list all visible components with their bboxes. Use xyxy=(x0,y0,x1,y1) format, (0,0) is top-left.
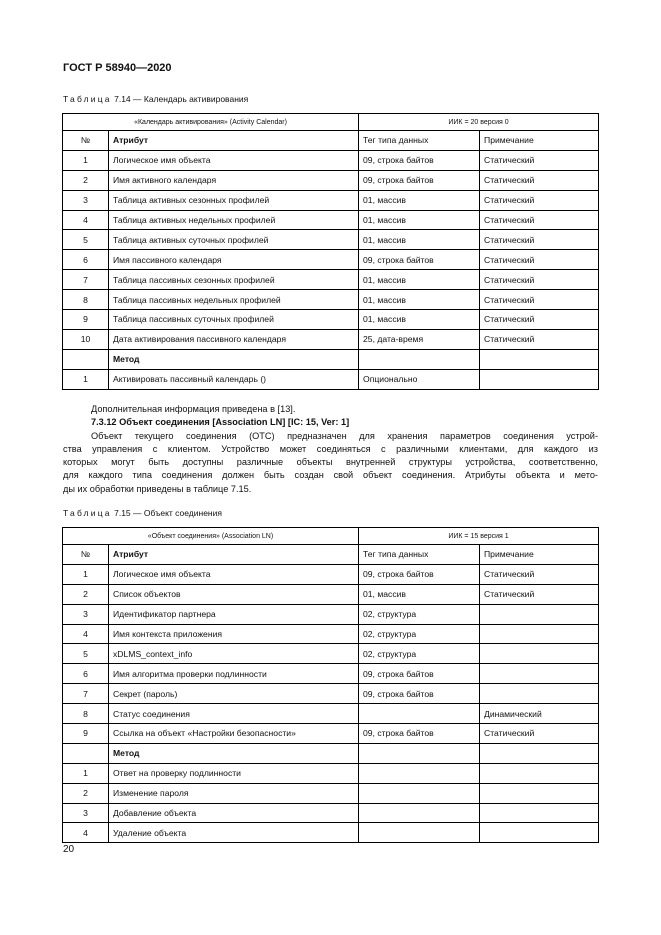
table1-caption-label: Таблица xyxy=(63,94,112,104)
table-cell: 01, массив xyxy=(359,270,480,290)
table-cell: Активировать пассивный календарь () xyxy=(109,369,359,389)
table1-caption-text: 7.14 — Календарь активирования xyxy=(114,94,249,104)
table-cell: 6 xyxy=(63,664,109,684)
table-cell: Статический xyxy=(480,329,599,349)
extra-info: Дополнительная информация приведена в [13]. xyxy=(91,404,296,414)
table-cell: Имя активного календаря xyxy=(109,170,359,190)
table-cell: Статический xyxy=(480,150,599,170)
table-cell: Удаление объекта xyxy=(109,823,359,843)
column-header-attribute: Атрибут xyxy=(109,131,359,151)
page-number: 20 xyxy=(63,844,75,855)
table-row xyxy=(63,684,599,704)
table-cell: Изменение пароля xyxy=(109,783,359,803)
class-version-cell: ИИК = 15 версия 1 xyxy=(359,528,599,545)
table-cell xyxy=(480,783,599,803)
table-cell: 10 xyxy=(63,329,109,349)
table-cell: Статический xyxy=(480,250,599,270)
column-header-note: Примечание xyxy=(480,545,599,565)
table-cell xyxy=(359,743,480,763)
column-header-type: Тег типа данных xyxy=(359,545,480,565)
method-header: Метод xyxy=(109,349,359,369)
table-cell: 2 xyxy=(63,783,109,803)
column-header-type: Тег типа данных xyxy=(359,131,480,151)
table-cell: Статический xyxy=(480,724,599,744)
table-cell: Опционально xyxy=(359,369,480,389)
method-row xyxy=(63,369,599,389)
table-cell: 01, массив xyxy=(359,230,480,250)
column-header-row xyxy=(63,545,599,565)
table-row xyxy=(63,190,599,210)
method-row xyxy=(63,763,599,783)
table-cell: 09, строка байтов xyxy=(359,564,480,584)
class-title-row xyxy=(63,114,599,131)
paragraph-line: ды их обработки приведены в таблице 7.15. xyxy=(63,483,252,494)
table-cell: Статический xyxy=(480,190,599,210)
table-cell: 4 xyxy=(63,823,109,843)
table-row xyxy=(63,150,599,170)
table-cell xyxy=(480,684,599,704)
column-header-note: Примечание xyxy=(480,131,599,151)
table-cell: Ответ на проверку подлинности xyxy=(109,763,359,783)
method-row xyxy=(63,783,599,803)
table-cell: 01, массив xyxy=(359,584,480,604)
table-cell: Статический xyxy=(480,564,599,584)
table-cell: 9 xyxy=(63,310,109,330)
table-cell: 02, структура xyxy=(359,624,480,644)
table-cell: Дата активирования пассивного календаря xyxy=(109,329,359,349)
table-cell: Статический xyxy=(480,230,599,250)
table-cell xyxy=(480,743,599,763)
table-cell xyxy=(359,704,480,724)
table-cell: Таблица активных недельных профилей xyxy=(109,210,359,230)
table-cell: 01, массив xyxy=(359,190,480,210)
table-row xyxy=(63,604,599,624)
table-cell: Логическое имя объекта xyxy=(109,150,359,170)
table-row xyxy=(63,329,599,349)
table-cell: Имя алгоритма проверки подлинности xyxy=(109,664,359,684)
method-header: Метод xyxy=(109,743,359,763)
section-heading: 7.3.12 Объект соединения [Association LN] [IC: 15, Ver: 1] xyxy=(91,417,350,428)
table-cell: Статический xyxy=(480,290,599,310)
table-cell xyxy=(63,743,109,763)
table-cell xyxy=(359,803,480,823)
table1-caption xyxy=(63,94,248,104)
table-cell: Статический xyxy=(480,170,599,190)
table-cell: 4 xyxy=(63,624,109,644)
column-header-row xyxy=(63,131,599,151)
table-cell: Таблица пассивных недельных профилей xyxy=(109,290,359,310)
table-cell: 8 xyxy=(63,704,109,724)
method-row xyxy=(63,823,599,843)
method-row xyxy=(63,803,599,823)
table-row xyxy=(63,270,599,290)
table2-caption-text: 7.15 — Объект соединения xyxy=(114,508,222,518)
table-row xyxy=(63,664,599,684)
table-cell: 09, строка байтов xyxy=(359,684,480,704)
table-cell: 02, структура xyxy=(359,604,480,624)
table-row xyxy=(63,250,599,270)
table-cell: Таблица активных суточных профилей xyxy=(109,230,359,250)
table2-body xyxy=(63,528,599,843)
table-cell: 3 xyxy=(63,190,109,210)
class-title-row xyxy=(63,528,599,545)
table-cell: Добавление объекта xyxy=(109,803,359,823)
table-cell: 1 xyxy=(63,150,109,170)
table-cell xyxy=(359,349,480,369)
table-cell: Статический xyxy=(480,270,599,290)
table-cell: 9 xyxy=(63,724,109,744)
document-header: ГОСТ Р 58940—2020 xyxy=(63,62,172,74)
table-cell xyxy=(480,369,599,389)
table-cell: 01, массив xyxy=(359,210,480,230)
table2-caption xyxy=(63,508,222,518)
method-header-row xyxy=(63,743,599,763)
table-cell: Список объектов xyxy=(109,584,359,604)
table-cell: 6 xyxy=(63,250,109,270)
table-cell xyxy=(480,664,599,684)
table-cell xyxy=(359,763,480,783)
paragraph-line: Объект текущего соединения (ОТС) предназначен для хранения параметров соединения устрой- xyxy=(91,430,598,441)
table-cell: 09, строка байтов xyxy=(359,664,480,684)
paragraph-line: ства управления с клиентом. Устройство может соединяться с различными клиентами, для каждого из xyxy=(63,443,598,454)
table-cell: 02, структура xyxy=(359,644,480,664)
table-cell: 09, строка байтов xyxy=(359,150,480,170)
table-cell: Динамический xyxy=(480,704,599,724)
table-cell: 09, строка байтов xyxy=(359,724,480,744)
table-cell xyxy=(480,604,599,624)
table-cell xyxy=(480,803,599,823)
table-cell: 2 xyxy=(63,170,109,190)
table-cell: Идентификатор партнера xyxy=(109,604,359,624)
table2-caption-label: Таблица xyxy=(63,508,112,518)
table-cell: 4 xyxy=(63,210,109,230)
paragraph-line: для каждого типа соединения должен быть создан свой объект соединения. Атрибуты объекта и мето- xyxy=(63,470,598,481)
class-version-cell: ИИК = 20 версия 0 xyxy=(359,114,599,131)
table-cell: Статус соединения xyxy=(109,704,359,724)
table-cell xyxy=(480,644,599,664)
table-cell: Статический xyxy=(480,210,599,230)
table-cell xyxy=(359,823,480,843)
column-header-number: № xyxy=(63,545,109,565)
table1-body xyxy=(63,114,599,390)
table-cell: 5 xyxy=(63,644,109,664)
table-cell xyxy=(63,349,109,369)
table-cell: 1 xyxy=(63,763,109,783)
table-cell: Секрет (пароль) xyxy=(109,684,359,704)
table-cell: 1 xyxy=(63,369,109,389)
table-cell: Таблица пассивных сезонных профилей xyxy=(109,270,359,290)
table-cell: 5 xyxy=(63,230,109,250)
table-cell: 3 xyxy=(63,604,109,624)
table-cell xyxy=(480,624,599,644)
table-cell: Статический xyxy=(480,584,599,604)
class-name-cell: «Объект соединения» (Association LN) xyxy=(63,528,359,545)
table-cell: Статический xyxy=(480,310,599,330)
table-cell: 01, массив xyxy=(359,290,480,310)
table-cell: Логическое имя объекта xyxy=(109,564,359,584)
table-cell: 3 xyxy=(63,803,109,823)
column-header-number: № xyxy=(63,131,109,151)
table-row xyxy=(63,564,599,584)
table-cell: Таблица пассивных суточных профилей xyxy=(109,310,359,330)
body-paragraph xyxy=(63,430,598,496)
table-row xyxy=(63,210,599,230)
table-cell: 7 xyxy=(63,270,109,290)
table-cell xyxy=(480,823,599,843)
table-cell: 09, строка байтов xyxy=(359,170,480,190)
table-row xyxy=(63,230,599,250)
table-row xyxy=(63,584,599,604)
text-block xyxy=(63,403,598,496)
table-row xyxy=(63,724,599,744)
table-row xyxy=(63,624,599,644)
table-cell xyxy=(359,783,480,803)
table-cell: Таблица активных сезонных профилей xyxy=(109,190,359,210)
method-header-row xyxy=(63,349,599,369)
paragraph-line: которых могут быть доступны различные объекты внутренней структуры устройства, соответственно, xyxy=(63,457,598,468)
class-name-cell: «Календарь активирования» (Activity Calendar) xyxy=(63,114,359,131)
association-ln-table xyxy=(62,527,599,843)
table-row xyxy=(63,644,599,664)
column-header-attribute: Атрибут xyxy=(109,545,359,565)
table-cell: xDLMS_context_info xyxy=(109,644,359,664)
table-cell xyxy=(480,349,599,369)
table-cell: Имя пассивного календаря xyxy=(109,250,359,270)
table-row xyxy=(63,290,599,310)
table-row xyxy=(63,170,599,190)
table-cell: 09, строка байтов xyxy=(359,250,480,270)
table-cell: 1 xyxy=(63,564,109,584)
table-row xyxy=(63,310,599,330)
table-cell xyxy=(480,763,599,783)
table-cell: 2 xyxy=(63,584,109,604)
table-cell: 7 xyxy=(63,684,109,704)
table-cell: Ссылка на объект «Настройки безопасности» xyxy=(109,724,359,744)
table-cell: 8 xyxy=(63,290,109,310)
table-cell: 01, массив xyxy=(359,310,480,330)
table-cell: Имя контекста приложения xyxy=(109,624,359,644)
activity-calendar-table xyxy=(62,113,599,390)
table-row xyxy=(63,704,599,724)
table-cell: 25, дата-время xyxy=(359,329,480,349)
